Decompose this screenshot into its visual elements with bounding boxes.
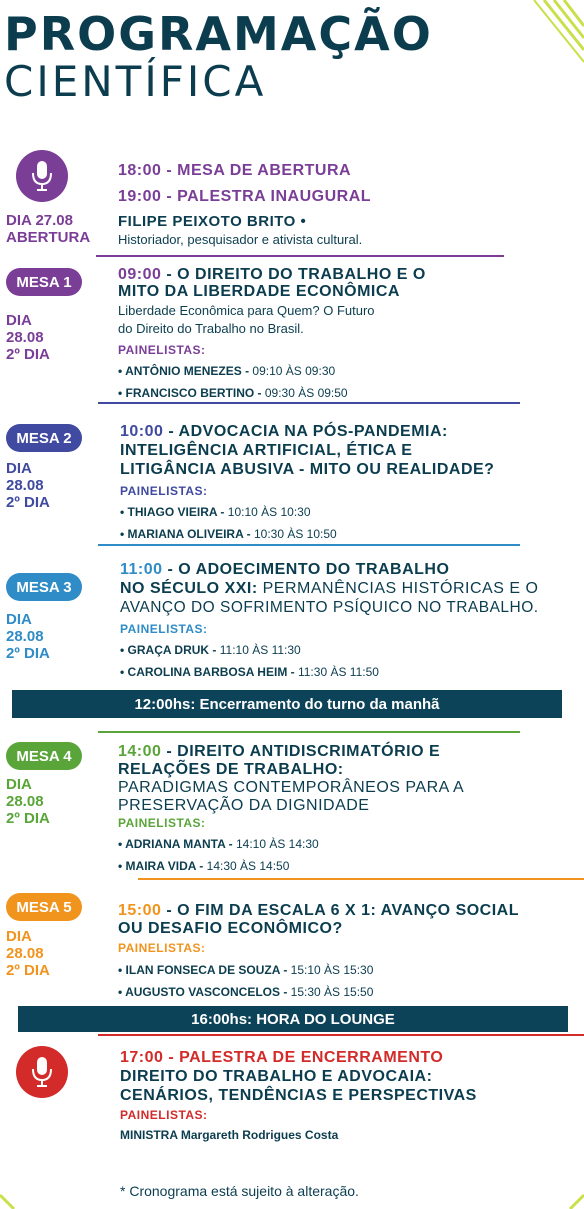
- mesa-2-speaker-2: • MARIANA OLIVEIRA - 10:30 ÀS 10:50: [120, 527, 337, 541]
- mesa-4-day: DIA 28.08 2º DIA: [6, 776, 50, 827]
- mesa-4-badge: MESA 4: [6, 742, 82, 770]
- mesa-1-title-2: MITO DA LIBERDADE ECONÔMICA: [118, 283, 400, 300]
- mesa-1-title: 09:00 - O DIREITO DO TRABALHO E O: [118, 266, 426, 283]
- decorative-stripes: [564, 1189, 584, 1209]
- divider: [96, 255, 504, 257]
- mesa-4-title: 14:00 - DIREITO ANTIDISCRIMATÓRIO E: [118, 743, 441, 760]
- opening-line1: 18:00 - MESA DE ABERTURA: [118, 162, 352, 179]
- mesa-1-day: DIA 28.08 2º DIA: [6, 312, 50, 363]
- decorative-stripes: [524, 0, 584, 80]
- morning-break-banner: 12:00hs: Encerramento do turno da manhã: [12, 690, 562, 718]
- mesa-2-badge: MESA 2: [6, 424, 82, 452]
- mesa-4-title-2: RELAÇÕES DE TRABALHO:: [118, 761, 344, 778]
- mesa-1-badge: MESA 1: [6, 268, 82, 296]
- microphone-icon: [16, 150, 68, 202]
- mesa-2-title-2: INTELIGÊNCIA ARTIFICIAL, ÉTICA E: [120, 442, 413, 459]
- divider: [98, 731, 520, 733]
- mesa-2-speaker-1: • THIAGO VIEIRA - 10:10 ÀS 10:30: [120, 505, 311, 519]
- mesa-5-panel-label: PAINELISTAS:: [118, 941, 206, 955]
- lounge-banner: 16:00hs: HORA DO LOUNGE: [18, 1006, 568, 1032]
- closing-line3: CENÁRIOS, TENDÊNCIAS E PERSPECTIVAS: [120, 1087, 477, 1104]
- opening-speaker: FILIPE PEIXOTO BRITO •: [118, 213, 307, 230]
- mesa-2-title: 10:00 - ADVOCACIA NA PÓS-PANDEMIA:: [120, 423, 448, 440]
- mesa-4-speaker-1: • ADRIANA MANTA - 14:10 ÀS 14:30: [118, 837, 319, 851]
- microphone-icon: [16, 1046, 68, 1098]
- mesa-4-panel-label: PAINELISTAS:: [118, 816, 206, 830]
- mesa-4-subtitle-2: PRESERVAÇÃO DA DIGNIDADE: [118, 797, 370, 814]
- mesa-3-speaker-1: • GRAÇA DRUK - 11:10 ÀS 11:30: [120, 643, 301, 657]
- mesa-4-speaker-2: • MAIRA VIDA - 14:30 ÀS 14:50: [118, 859, 290, 873]
- closing-panel-label: PAINELISTAS:: [120, 1108, 208, 1122]
- divider: [98, 544, 520, 546]
- opening-day: DIA 27.08 ABERTURA: [6, 212, 91, 246]
- mesa-4-subtitle: PARADIGMAS CONTEMPORÂNEOS PARA A: [118, 779, 465, 796]
- page-title: PROGRAMAÇÃO: [4, 7, 433, 61]
- divider: [98, 1034, 584, 1036]
- mesa-3-panel-label: PAINELISTAS:: [120, 622, 208, 636]
- mesa-2-day: DIA 28.08 2º DIA: [6, 460, 50, 511]
- mesa-3-day: DIA 28.08 2º DIA: [6, 611, 50, 662]
- opening-line2: 19:00 - PALESTRA INAUGURAL: [118, 188, 372, 205]
- mesa-5-title-2: OU DESAFIO ECONÔMICO?: [118, 920, 343, 937]
- closing-speaker: MINISTRA Margareth Rodrigues Costa: [120, 1128, 339, 1142]
- mesa-3-badge: MESA 3: [6, 573, 82, 601]
- mesa-1-speaker-1: • ANTÔNIO MENEZES - 09:10 ÀS 09:30: [118, 364, 336, 378]
- decorative-stripes: [0, 1189, 20, 1209]
- divider: [98, 402, 520, 404]
- mesa-5-title: 15:00 - O FIM DA ESCALA 6 X 1: AVANÇO SOCIAL: [118, 902, 520, 919]
- mesa-3-title: 11:00 - O ADOECIMENTO DO TRABALHO: [120, 561, 450, 578]
- mesa-1-subtitle-2: do Direito do Trabalho no Brasil.: [118, 321, 304, 336]
- mesa-3-title-3: AVANÇO DO SOFRIMENTO PSÍQUICO NO TRABALHO.: [120, 599, 539, 616]
- mesa-5-badge: MESA 5: [6, 893, 82, 921]
- mesa-3-speaker-2: • CAROLINA BARBOSA HEIM - 11:30 ÀS 11:50: [120, 665, 379, 679]
- page-subtitle: CIENTÍFICA: [4, 57, 267, 106]
- divider: [138, 878, 584, 880]
- mesa-1-speaker-2: • FRANCISCO BERTINO - 09:30 ÀS 09:50: [118, 386, 348, 400]
- mesa-2-title-3: LITIGÂNCIA ABUSIVA - MITO OU REALIDADE?: [120, 461, 495, 478]
- mesa-5-day: DIA 28.08 2º DIA: [6, 928, 50, 979]
- mesa-1-panel-label: PAINELISTAS:: [118, 343, 206, 357]
- mesa-2-panel-label: PAINELISTAS:: [120, 484, 208, 498]
- mesa-3-title-2: NO SÉCULO XXI: PERMANÊNCIAS HISTÓRICAS E O: [120, 580, 539, 597]
- mesa-5-speaker-2: • AUGUSTO VASCONCELOS - 15:30 ÀS 15:50: [118, 985, 374, 999]
- mesa-5-speaker-1: • ILAN FONSECA DE SOUZA - 15:10 ÀS 15:30: [118, 963, 374, 977]
- opening-speaker-desc: Historiador, pesquisador e ativista cultural.: [118, 232, 363, 247]
- footnote: * Cronograma está sujeito à alteração.: [120, 1183, 359, 1199]
- closing-line2: DIREITO DO TRABALHO E ADVOCAIA:: [120, 1068, 433, 1085]
- mesa-1-subtitle: Liberdade Econômica para Quem? O Futuro: [118, 303, 375, 318]
- closing-line1: 17:00 - PALESTRA DE ENCERRAMENTO: [120, 1049, 444, 1066]
